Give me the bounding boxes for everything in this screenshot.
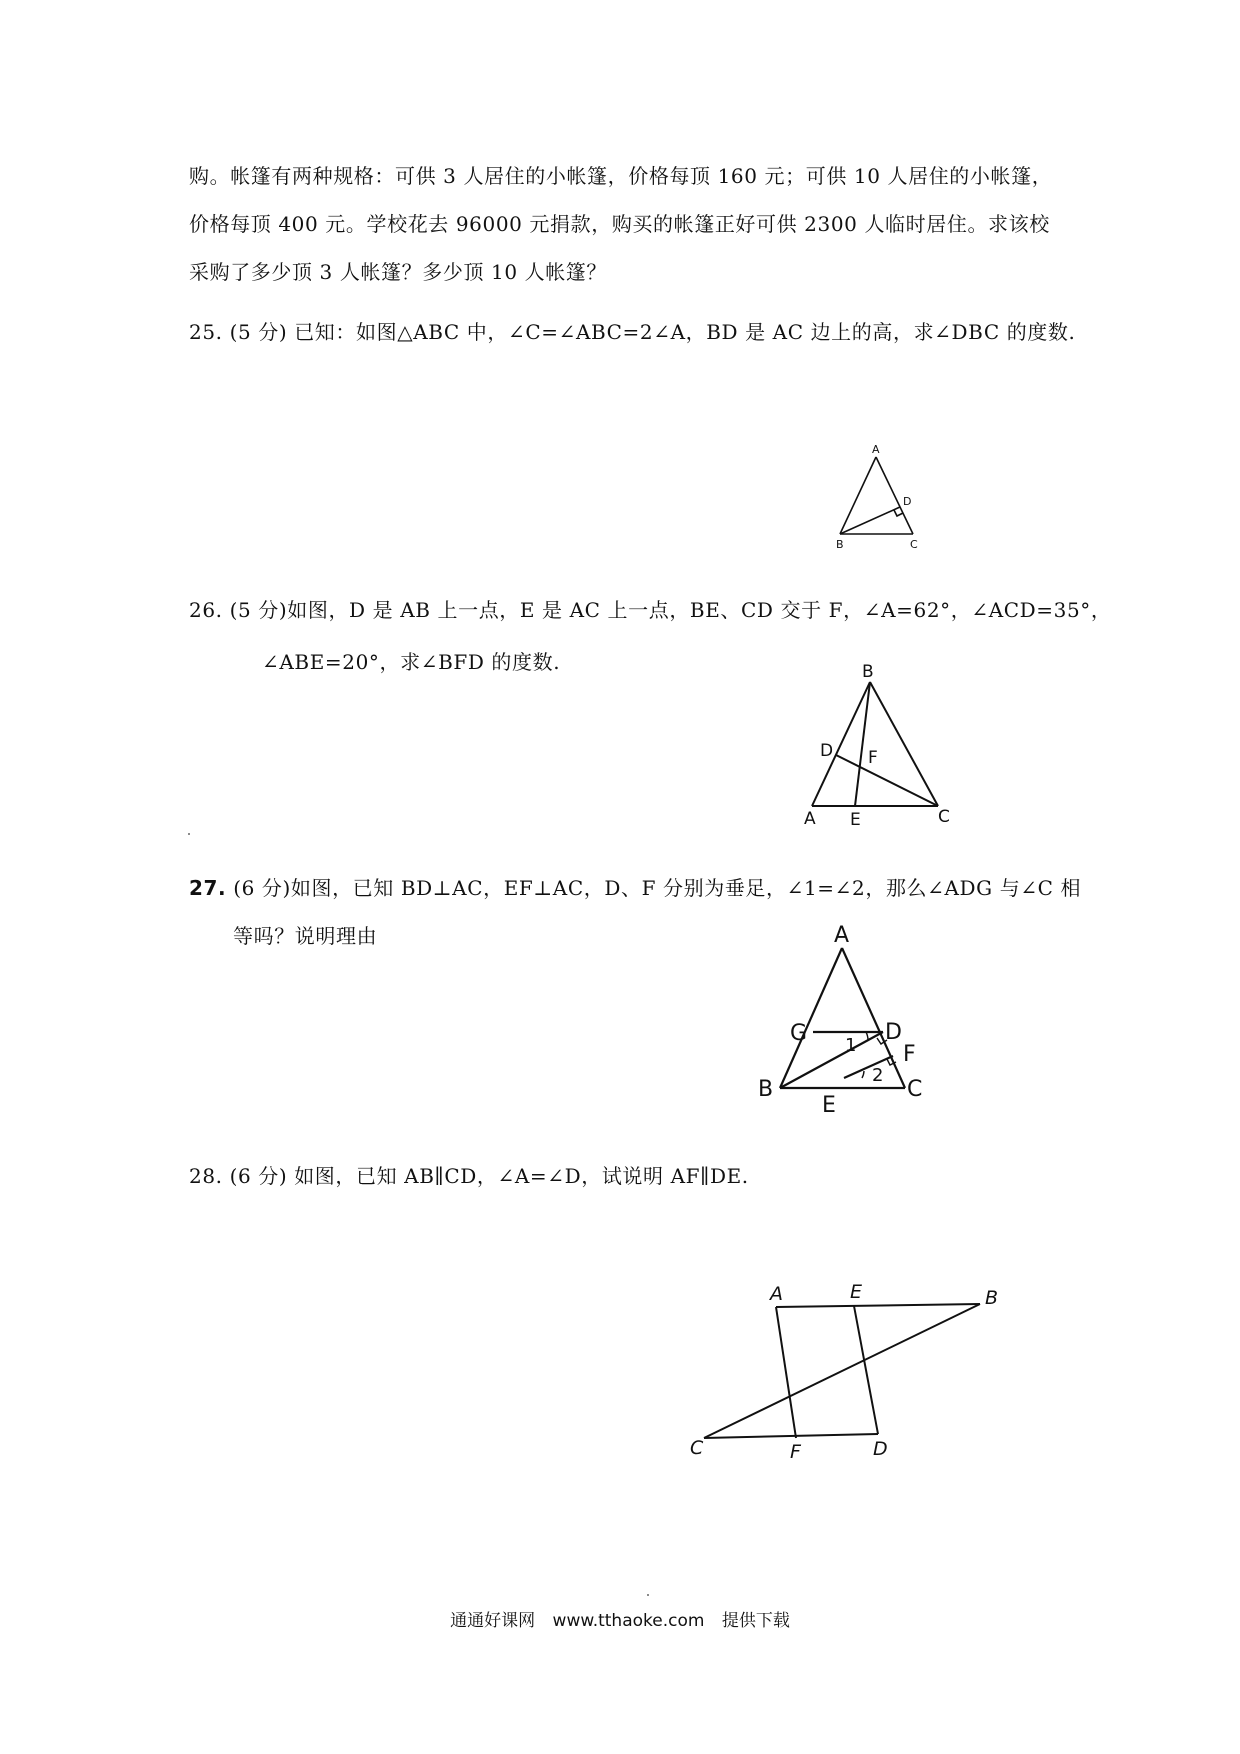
q25-label-d: D [903,495,912,508]
q26-label-a: A [804,809,816,829]
scan-speck [647,1594,649,1596]
q26-label-c: C [938,807,950,827]
q27-label-g: G [790,1021,808,1046]
q26-figure [790,660,970,834]
q26-label-d: D [820,741,834,761]
q26-triangle-diagram [790,660,970,830]
q27-label-a: A [834,923,850,948]
q27-angle-2-arc [862,1071,864,1078]
q27-label-f: F [903,1042,916,1067]
q28-segment-bc [704,1304,980,1438]
q28-label-a: A [770,1283,783,1305]
q25-label-c: C [910,538,918,550]
q25-altitude-bd [840,507,900,534]
scan-speck [188,833,190,835]
q27-segment-ef [844,1056,893,1078]
q28-line-ab [776,1304,980,1307]
footer-site-name: 通通好课网 [450,1611,536,1631]
q28-segment-af [776,1307,796,1438]
q28-label-f: F [790,1441,801,1460]
q25-label-b: B [836,538,844,550]
q27-figure [750,918,950,1122]
q26-side-bc [870,682,938,806]
q27-line-2: 等吗？说明理由 [233,924,378,948]
q24-line-3: 采购了多少顶 3 人帐篷？多少顶 10 人帐篷？ [189,260,608,284]
q27-number: 27. [189,876,227,900]
q27-label-angle-1: 1 [845,1035,857,1056]
q28-line-cd [704,1434,878,1438]
q26-label-b: B [862,662,874,682]
q25-text: 25. (5 分) 已知：如图△ABC 中，∠C=∠ABC=2∠A，BD 是 AC 边上的高，求∠DBC 的度数. [189,320,1076,344]
q28-segment-ed [854,1306,878,1434]
q27-triangle-diagram [750,918,950,1118]
q26-label-e: E [850,810,861,830]
q27-label-c: C [907,1077,923,1102]
q25-triangle-diagram [828,440,928,550]
q27-label-d: D [885,1020,902,1045]
footer-url[interactable]: www.tthaoke.com [552,1611,705,1631]
q26-segment-be [855,682,870,806]
q26-line-2: ∠ABE=20°，求∠BFD 的度数. [262,650,561,674]
q27-side-ab [780,948,842,1088]
q27-label-e: E [822,1093,836,1118]
q27-label-angle-2: 2 [872,1065,884,1086]
q27-label-b: B [758,1077,774,1102]
q28-text: 28. (6 分) 如图，已知 AB∥CD，∠A=∠D，试说明 AF∥DE. [189,1164,749,1188]
q28-label-b: B [985,1287,999,1309]
footer-suffix: 提供下载 [721,1611,790,1631]
q28-diagram [680,1270,1020,1460]
q25-side-ab [840,457,876,534]
q28-label-c: C [690,1437,704,1459]
q25-label-a: A [872,443,880,456]
q24-line-1: 购。帐篷有两种规格：可供 3 人居住的小帐篷，价格每顶 160 元；可供 10 人居住的小帐篷， [189,164,1053,188]
q26-segment-cd [836,755,938,806]
q27-angle-1-arc [866,1032,868,1040]
q27-line-1-text: (6 分)如图，已知 BD⊥AC，EF⊥AC，D、F 分别为垂足，∠1=∠2，那么∠ADG 与∠C 相 [226,876,1082,900]
q27-line-1 [189,874,1081,902]
q28-label-d: D [873,1438,888,1460]
page-footer [0,1606,1240,1631]
q24-line-2: 价格每顶 400 元。学校花去 96000 元捐款，购买的帐篷正好可供 2300 人临时居住。求该校 [189,212,1050,236]
q28-figure [680,1270,1020,1464]
q26-label-f: F [868,748,878,768]
q26-line-1: 26. (5 分)如图，D 是 AB 上一点，E 是 AC 上一点，BE、CD 交于 F，∠A=62°，∠ACD=35°， [189,598,1112,622]
q28-label-e: E [850,1281,863,1303]
q25-figure [828,440,928,554]
